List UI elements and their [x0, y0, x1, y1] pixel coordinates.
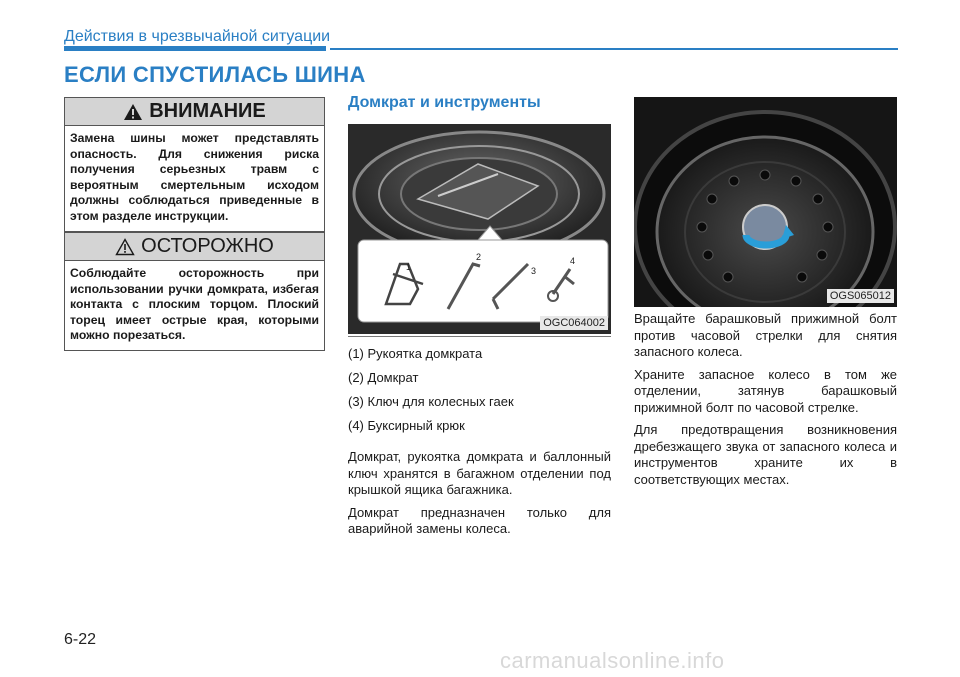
jack-storage-text: [348, 449, 611, 544]
jack-section-title: Домкрат и инструменты: [348, 94, 541, 111]
caution-box: [64, 232, 325, 351]
figure-code: OGC064002: [540, 316, 608, 330]
callout-4: 4: [570, 256, 576, 266]
list-item: (2) Домкрат: [348, 370, 419, 385]
caution-heading: ОСТОРОЖНО: [141, 235, 274, 257]
caution-text: Соблюдайте осторожность при использовании ручки домкрата, избегая контакта с плоским торцом. Плоский торец имеет острые края, которыми можно порезаться.: [70, 266, 319, 343]
spare-wheel-text: [634, 311, 897, 494]
paragraph: Домкрат предназначен только для аварийной замены колеса.: [348, 504, 611, 536]
paragraph: Домкрат, рукоятка домкрата и баллонный ключ хранятся в багажном отделении под крышкой ящика багажника.: [348, 449, 611, 497]
list-item: (1) Рукоятка домкрата: [348, 346, 483, 361]
spare-wheel-figure: [634, 97, 897, 307]
header-rule-dark: [64, 46, 326, 51]
warning-text: Замена шины может представлять опасность. Для снижения риска получения серьезных травм с вероятным смертельным исходом должны соблюдаться приведенные в этом разделе инструкции.: [70, 131, 319, 223]
warning-triangle-icon: [123, 103, 143, 121]
callout-1: 1: [406, 262, 412, 272]
figure-underline: [348, 336, 611, 337]
paragraph: Вращайте барашковый прижимной болт против часовой стрелки для снятия запасного колеса.: [634, 311, 897, 359]
watermark: carmanualsonline.info: [500, 648, 725, 673]
spare-wheel-illustration: [634, 97, 897, 307]
figure-code: OGS065012: [827, 289, 894, 303]
paragraph: Храните запасное колесо в том же отделении, затянув барашковый прижимной болт по часовой стрелке.: [634, 366, 897, 415]
warning-heading: ВНИМАНИЕ: [149, 100, 266, 122]
header-rule-light: [330, 48, 898, 50]
header-section-title: Действия в чрезвычайной ситуации: [64, 28, 331, 45]
page-title: ЕСЛИ СПУСТИЛАСЬ ШИНА: [64, 62, 366, 87]
jack-tools-figure: [348, 124, 611, 334]
callout-2: 2: [476, 252, 482, 262]
warning-header: [65, 98, 324, 126]
warning-box: [64, 97, 325, 232]
list-item: (3) Ключ для колесных гаек: [348, 394, 514, 409]
tools-list: [348, 346, 611, 442]
page-number: 6-22: [64, 631, 97, 648]
list-item: (4) Буксирный крюк: [348, 418, 465, 433]
jack-tools-illustration: [348, 124, 611, 334]
callout-3: 3: [531, 266, 537, 276]
caution-header: [65, 233, 324, 261]
paragraph: Для предотвращения возникновения дребезжащего звука от запасного колеса и инструментов храните их в соответствующих местах.: [634, 422, 897, 487]
caution-triangle-icon: [115, 238, 135, 256]
